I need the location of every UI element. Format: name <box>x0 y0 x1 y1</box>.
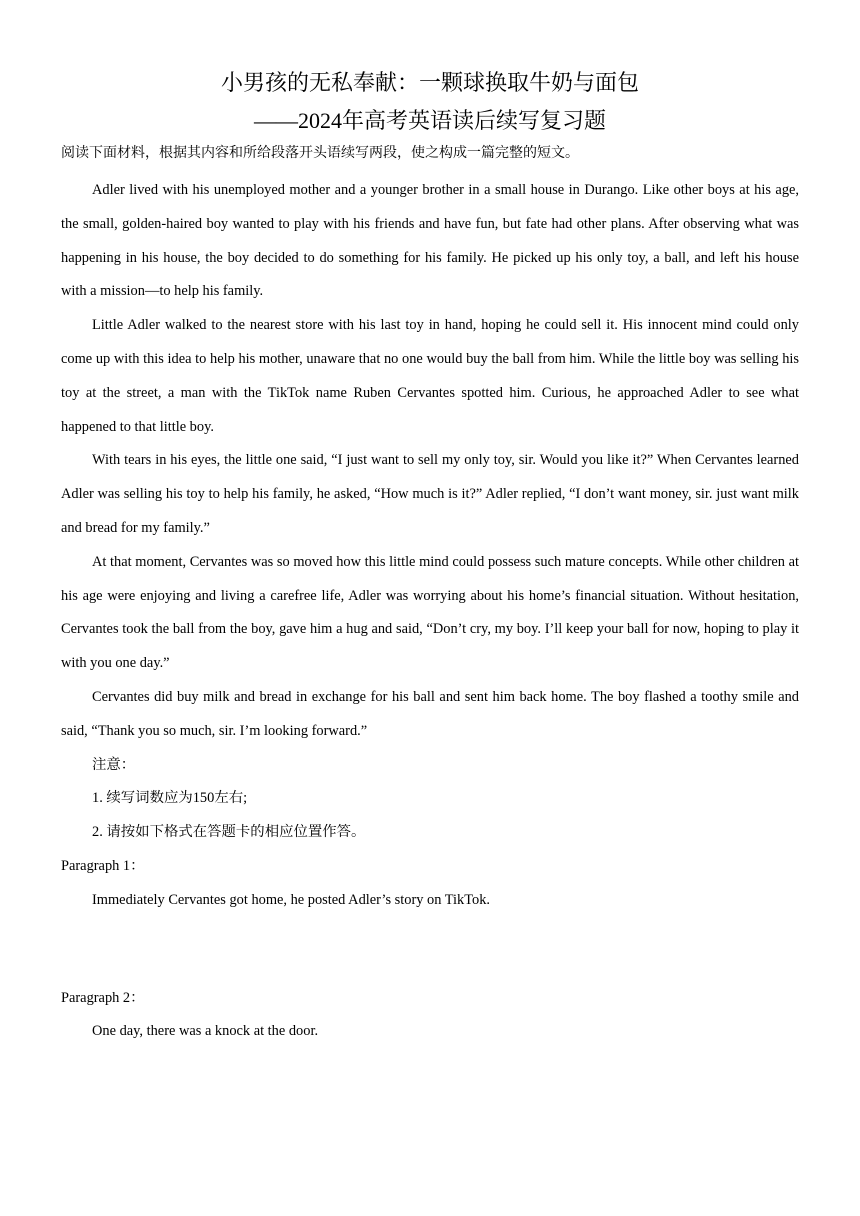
note-item-1: 1. 续写词数应为150左右; <box>92 790 248 807</box>
story-paragraph-4: At that moment, Cervantes was so moved how this little mind could possess such mature concepts. While other children at his age were enjoying and living a carefree life, Adler was worrying about his home’s financial situation. Without hesitation, Cervantes took the ball from the boy, gave him a hug and said, “Don’t cry, my boy. I’ll keep your ball for now, hoping to play it with you one day.” <box>61 553 799 672</box>
document-page <box>61 64 799 1049</box>
paragraph-1-opening: Immediately Cervantes got home, he posted Adler’s story on TikTok. <box>92 891 491 908</box>
story-paragraph-1: Adler lived with his unemployed mother and a younger brother in a small house in Durango. Like other boys at his age, the small, golden-haired boy wanted to play with his friends and have fun, but fate had other plans. After observing what was happening in his house, the boy decided to do something for his family. He picked up his only toy, a ball, and left his house with a mission—to help his family. <box>61 182 799 300</box>
document-title: 小男孩的无私奉献：一颗球换取牛奶与面包 <box>220 70 639 95</box>
paragraph-1-writing-space <box>61 918 799 982</box>
paragraph-2-label: Paragraph 2： <box>61 989 145 1006</box>
notes-section <box>61 749 799 850</box>
story-paragraph-3: With tears in his eyes, the little one said, “I just want to sell my only toy, sir. Would you like it?” When Cervantes learned Adler was selling his toy to help his family, he asked, “How much is it?” Adler replied, “I don’t want money, sir. just want milk and bread for my family.” <box>61 452 799 536</box>
document-subtitle: ——2024年高考英语读后续写复习题 <box>253 108 606 133</box>
story-paragraph-2: Little Adler walked to the nearest store with his last toy in hand, hoping he could sell it. His innocent mind could only come up with this idea to help his mother, unaware that no one would buy the ball from him. While the little boy was selling his toy at the street, a man with the TikTok name Ruben Cervantes spotted him. Curious, he approached Adler to see what happened to that little boy. <box>61 317 799 435</box>
notes-heading: 注意： <box>92 756 136 773</box>
story-text <box>61 174 799 749</box>
paragraph-2-opening: One day, there was a knock at the door. <box>92 1023 319 1040</box>
writing-section <box>61 850 799 1049</box>
task-instruction: 阅读下面材料，根据其内容和所给段落开头语续写两段，使之构成一篇完整的短文。 <box>61 146 579 161</box>
paragraph-1-label: Paragraph 1： <box>61 857 145 874</box>
story-paragraph-5: Cervantes did buy milk and bread in exchange for his ball and sent him back home. The boy flashed a toothy smile and said, “Thank you so much, sir. I’m looking forward.” <box>61 688 799 739</box>
note-item-2: 2. 请按如下格式在答题卡的相应位置作答。 <box>92 824 366 841</box>
